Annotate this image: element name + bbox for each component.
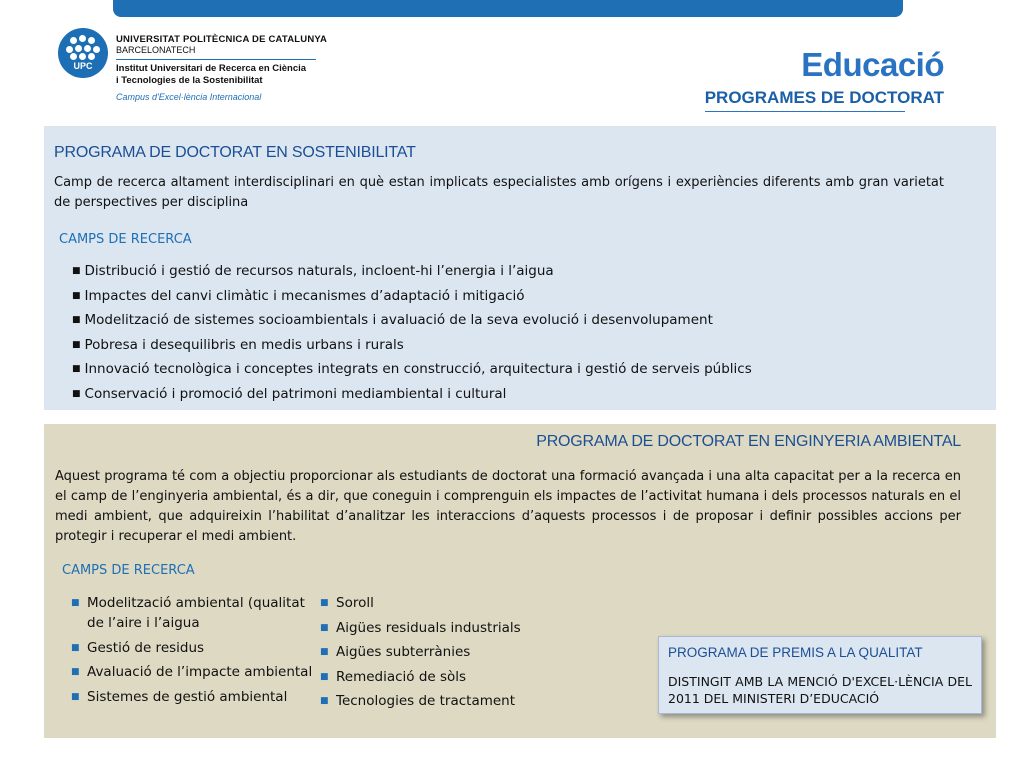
- list-item-text: Innovació tecnològica i conceptes integrats en construcció, arquitectura i gestió de serveis públics: [84, 361, 752, 378]
- list-item: [318, 691, 578, 711]
- list-item: ■ Pobresa i desequilibris en medis urbans i rurals: [72, 336, 404, 353]
- bullet-square-icon: ■: [320, 671, 329, 682]
- list-item: [69, 662, 319, 682]
- logo-dot: [88, 53, 95, 60]
- logo-text: UPC: [73, 61, 93, 71]
- award-description: DISTINGIT AMB LA MENCIÓ D'EXCEL·LÈNCIA DEL 2011 DEL MINISTERI D’EDUCACIÓ: [668, 674, 972, 706]
- bullet-square-icon: ■: [71, 598, 80, 608]
- list-item: [318, 642, 578, 662]
- list-item-text: Impactes del canvi climàtic i mecanismes d’adaptació i mitigació: [84, 287, 525, 304]
- list-item-text: Aigües residuals industrials: [336, 619, 521, 636]
- list-item: [69, 638, 319, 658]
- page-title: Educació: [801, 46, 944, 83]
- program-sostenibilitat-panel: [44, 126, 996, 410]
- institution-divider: [116, 59, 316, 60]
- list-item: [69, 687, 319, 707]
- bullet-square-icon: ■: [320, 647, 329, 658]
- bullet-square-icon: ■: [71, 642, 80, 653]
- list-item: [69, 593, 319, 633]
- logo-dot: [79, 35, 86, 42]
- list-item: ■ Innovació tecnològica i conceptes integrats en construcció, arquitectura i gestió de serveis públics: [72, 361, 752, 378]
- bullet-square-icon: ■: [71, 691, 80, 702]
- bullet-square-icon: ■: [320, 696, 329, 707]
- list-item-text: Conservació i promoció del patrimoni mediambiental i cultural: [84, 385, 507, 402]
- institution-subname: BARCELONATECH: [116, 45, 196, 55]
- page-subtitle: PROGRAMES DE DOCTORAT: [704, 88, 944, 107]
- institution-block: [116, 34, 328, 102]
- bullet-square-icon: ■: [320, 598, 329, 608]
- list-item: ■ Conservació i promoció del patrimoni mediambiental i cultural: [72, 385, 507, 402]
- institute-name-line1: Institut Universitari de Recerca en Ciència: [116, 63, 307, 74]
- logo-dot: [88, 37, 95, 44]
- list-item-text: Pobresa i desequilibris en medis urbans i rurals: [84, 336, 404, 353]
- program-sostenibilitat-research-list: [72, 259, 752, 407]
- logo-dot: [70, 53, 77, 60]
- campus-label: Campus d'Excel·lència Internacional: [116, 92, 262, 102]
- program-enginyeria-heading: PROGRAMA DE DOCTORAT EN ENGINYERIA AMBIENTAL: [536, 433, 961, 450]
- top-bar: [113, 0, 903, 17]
- list-item-text: Modelització de sistemes socioambientals i avaluació de la seva evolució i desenvolupament: [84, 312, 713, 329]
- bullet-square-icon: ■: [320, 622, 329, 633]
- list-item: ■ Impactes del canvi climàtic i mecanismes d’adaptació i mitigació: [72, 287, 525, 304]
- list-item: [318, 667, 578, 687]
- institution-name: UNIVERSITAT POLITÈCNICA DE CATALUNYA: [116, 34, 328, 45]
- upc-logo: [58, 28, 108, 78]
- logo-dot: [93, 46, 100, 53]
- program-enginyeria-research-list-left: [69, 593, 319, 711]
- list-item-text: Distribució i gestió de recursos naturals, incloent-hi l’energia i l’aigua: [84, 263, 554, 279]
- award-title: PROGRAMA DE PREMIS A LA QUALITAT: [668, 645, 923, 660]
- logo-dot: [79, 53, 86, 60]
- list-item: ■ Modelització de sistemes socioambientals i avaluació de la seva evolució i desenvolupament: [72, 312, 713, 329]
- list-item: [318, 593, 578, 613]
- list-item-text: Remediació de sòls: [336, 668, 467, 685]
- list-item: ■ Distribució i gestió de recursos naturals, incloent-hi l’energia i l’aigua: [72, 263, 554, 279]
- program-sostenibilitat-description: Camp de recerca altament interdisciplinari en què estan implicats especialistes amb orígens i experiències diferents amb gran varietat de perspectives per disciplina: [54, 175, 944, 210]
- program-sostenibilitat-heading: PROGRAMA DE DOCTORAT EN SOSTENIBILITAT: [54, 144, 416, 161]
- list-item-text: Modelització ambiental (qualitat de l’aire i l’aigua: [87, 595, 305, 631]
- list-item-text: Sistemes de gestió ambiental: [87, 688, 288, 705]
- list-item-text: Aigües subterrànies: [336, 644, 471, 661]
- list-item-text: Avaluació de l’impacte ambiental: [87, 664, 313, 681]
- program-enginyeria-description: Aquest programa té com a objectiu proporcionar als estudiants de doctorat una formació avançada i una alta capacitat per a la recerca en el camp de l’enginyeria ambiental, és a dir, que coneguin i comprenguin els impactes de l’activitat humana i dels processos naturals en el medi ambient, que adquireixin l’habilitat d’analitzar les interaccions d’aquests processos i de proposar i definir possibles accions per protegir i recuperar el medi ambient.: [55, 469, 961, 544]
- logo-dot: [70, 37, 77, 44]
- camps-de-recerca-label: CAMPS DE RECERCA: [59, 232, 192, 247]
- institute-name-line2: i Tecnologies de la Sostenibilitat: [116, 74, 263, 86]
- list-item-text: Gestió de residus: [87, 639, 205, 656]
- logo-dot: [84, 45, 91, 52]
- list-item-text: Soroll: [336, 595, 374, 611]
- title-underline: [705, 111, 905, 112]
- list-item-text: Tecnologies de tractament: [336, 693, 516, 710]
- award-box: [658, 636, 982, 714]
- bullet-square-icon: ■: [71, 667, 80, 678]
- program-enginyeria-research-list-right: [318, 593, 578, 716]
- list-item: [318, 618, 578, 638]
- logo-dot: [75, 45, 82, 52]
- camps-de-recerca-label: CAMPS DE RECERCA: [62, 563, 195, 578]
- logo-dot: [66, 46, 73, 53]
